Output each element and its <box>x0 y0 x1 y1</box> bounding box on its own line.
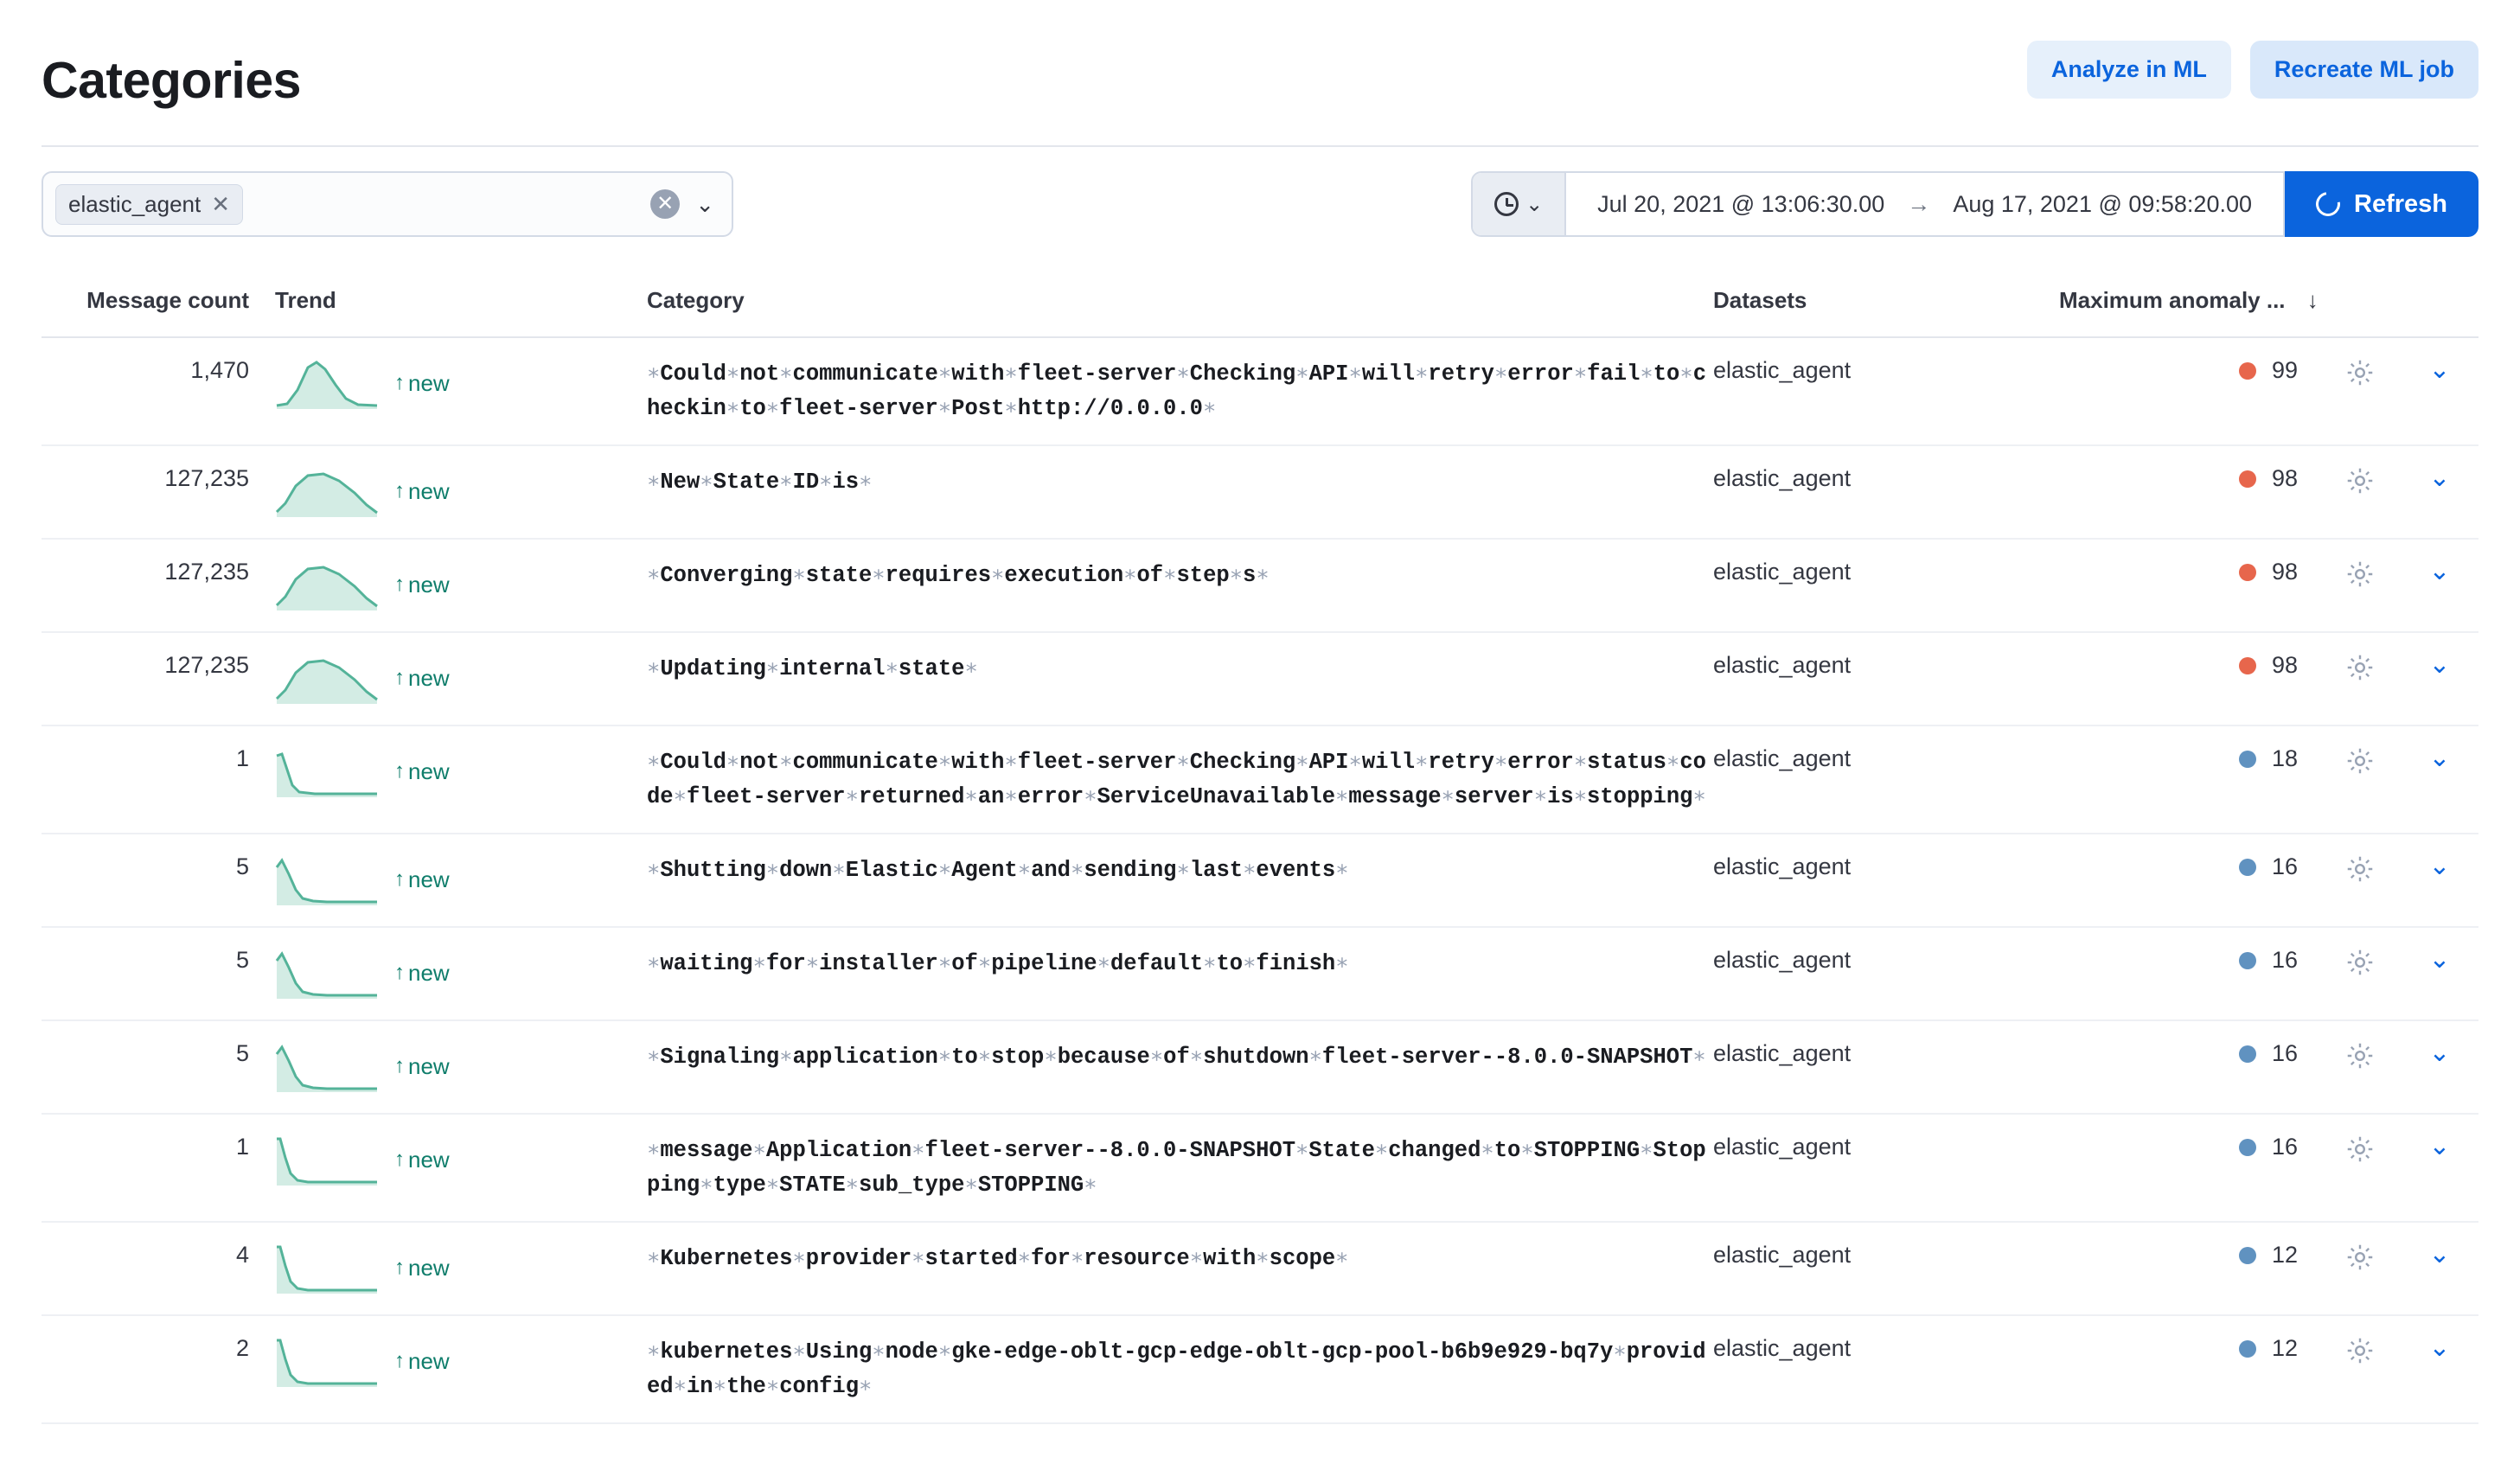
anomaly-score <box>2059 465 2319 492</box>
table-row[interactable] <box>42 337 2478 445</box>
cell-expand <box>2401 927 2478 1020</box>
gear-icon[interactable] <box>2344 357 2376 388</box>
table-row[interactable] <box>42 1114 2478 1222</box>
trend-badge <box>394 960 450 987</box>
column-header-message-count[interactable]: Message count <box>42 287 275 337</box>
sparkline-chart <box>275 1333 379 1389</box>
trend-badge-label: new <box>408 1254 450 1281</box>
cell-category <box>647 632 1713 725</box>
filter-pill-elastic-agent[interactable] <box>55 184 243 225</box>
cell-category <box>647 834 1713 927</box>
sparkline-chart <box>275 650 379 706</box>
cell-category <box>647 1222 1713 1315</box>
anomaly-value: 18 <box>2272 745 2299 772</box>
cell-category <box>647 1315 1713 1423</box>
gear-icon[interactable] <box>2344 853 2376 885</box>
cell-message-count: 5 <box>42 834 275 927</box>
trend-badge <box>394 1147 450 1173</box>
page-title: Categories <box>42 51 301 109</box>
cell-trend <box>275 1222 647 1315</box>
cell-actions <box>2319 632 2401 725</box>
cell-expand <box>2401 1315 2478 1423</box>
sort-descending-icon: ↓ <box>2306 287 2319 313</box>
chevron-down-icon[interactable]: ⌄ <box>2428 744 2451 773</box>
table-row[interactable] <box>42 1020 2478 1114</box>
chevron-down-icon[interactable]: ⌄ <box>2428 463 2451 493</box>
anomaly-score <box>2059 357 2319 384</box>
arrow-up-icon: ↑ <box>394 759 405 783</box>
anomaly-value: 16 <box>2272 947 2299 974</box>
cell-message-count: 5 <box>42 1020 275 1114</box>
cell-max-anomaly <box>2059 1020 2319 1114</box>
table-row[interactable] <box>42 834 2478 927</box>
cell-expand <box>2401 1114 2478 1222</box>
arrow-up-icon: ↑ <box>394 572 405 597</box>
trend-badge <box>394 758 450 785</box>
cell-dataset: elastic_agent <box>1713 834 2059 927</box>
category-text: ∗waiting∗for∗installer∗of∗pipeline∗default∗to∗finish∗ <box>647 951 1349 977</box>
cell-dataset: elastic_agent <box>1713 445 2059 539</box>
chevron-down-icon: ⌄ <box>1525 192 1544 216</box>
cell-max-anomaly <box>2059 1315 2319 1423</box>
status-badge <box>2239 1139 2256 1156</box>
status-badge <box>2239 1045 2256 1063</box>
cell-expand <box>2401 632 2478 725</box>
cell-message-count: 1 <box>42 1114 275 1222</box>
cell-max-anomaly <box>2059 725 2319 834</box>
trend-badge <box>394 478 450 505</box>
date-range-end[interactable]: Aug 17, 2021 @ 09:58:20.00 <box>1953 190 2252 217</box>
cell-trend <box>275 337 647 445</box>
sparkline-chart <box>275 1039 379 1094</box>
sparkline-chart <box>275 945 379 1000</box>
category-text: ∗Updating∗internal∗state∗ <box>647 656 978 682</box>
trend-cell <box>275 355 647 411</box>
sparkline-chart <box>275 557 379 612</box>
trend-badge-label: new <box>408 1052 450 1079</box>
arrow-up-icon: ↑ <box>394 479 405 503</box>
cell-max-anomaly <box>2059 539 2319 632</box>
trend-cell <box>275 650 647 706</box>
chevron-down-icon[interactable]: ⌄ <box>2428 852 2451 881</box>
table-row[interactable] <box>42 1315 2478 1423</box>
cell-message-count: 127,235 <box>42 632 275 725</box>
trend-badge <box>394 665 450 692</box>
anomaly-score <box>2059 559 2319 585</box>
trend-badge-label: new <box>408 866 450 892</box>
trend-cell <box>275 1333 647 1389</box>
trend-cell <box>275 463 647 519</box>
refresh-button[interactable] <box>2285 171 2478 237</box>
anomaly-score <box>2059 745 2319 772</box>
cell-message-count: 1,470 <box>42 337 275 445</box>
gear-icon[interactable] <box>2344 947 2376 978</box>
anomaly-score <box>2059 853 2319 880</box>
anomaly-score <box>2059 947 2319 974</box>
chevron-down-icon[interactable]: ⌄ <box>2428 1132 2451 1161</box>
status-badge <box>2239 564 2256 581</box>
anomaly-score <box>2059 1040 2319 1067</box>
trend-badge-label: new <box>408 664 450 691</box>
cell-message-count: 2 <box>42 1315 275 1423</box>
cell-max-anomaly <box>2059 337 2319 445</box>
dataset-filter-combobox[interactable] <box>42 171 733 237</box>
date-range-box <box>1471 171 2285 237</box>
cell-category <box>647 539 1713 632</box>
cell-trend <box>275 539 647 632</box>
gear-icon[interactable] <box>2344 652 2376 683</box>
cell-category <box>647 1020 1713 1114</box>
trend-cell <box>275 945 647 1000</box>
clear-icon[interactable]: ✕ <box>650 189 680 219</box>
cell-expand <box>2401 834 2478 927</box>
status-badge <box>2239 657 2256 674</box>
gear-icon[interactable] <box>2344 745 2376 777</box>
arrow-up-icon: ↑ <box>394 371 405 394</box>
cell-expand <box>2401 1222 2478 1315</box>
sparkline-chart <box>275 355 379 411</box>
column-header-actions <box>2319 287 2401 337</box>
cell-category <box>647 445 1713 539</box>
cell-trend <box>275 632 647 725</box>
gear-icon[interactable] <box>2344 1040 2376 1071</box>
trend-cell <box>275 744 647 799</box>
cell-dataset: elastic_agent <box>1713 725 2059 834</box>
cell-trend <box>275 927 647 1020</box>
anomaly-score <box>2059 1242 2319 1269</box>
gear-icon[interactable] <box>2344 1134 2376 1165</box>
arrow-up-icon: ↑ <box>394 961 405 985</box>
cell-message-count: 127,235 <box>42 539 275 632</box>
anomaly-value: 98 <box>2272 652 2299 679</box>
categories-table-container <box>0 287 2520 1424</box>
analyze-in-ml-button[interactable]: Analyze in ML <box>2027 41 2231 99</box>
cell-dataset: elastic_agent <box>1713 337 2059 445</box>
anomaly-value: 16 <box>2272 1134 2299 1160</box>
cell-category <box>647 927 1713 1020</box>
sparkline-chart <box>275 1240 379 1295</box>
cell-max-anomaly <box>2059 1114 2319 1222</box>
cell-actions <box>2319 1114 2401 1222</box>
cell-trend <box>275 445 647 539</box>
trend-badge <box>394 1053 450 1080</box>
chevron-down-icon[interactable]: ⌄ <box>2428 557 2451 586</box>
trend-badge <box>394 1255 450 1281</box>
column-header-datasets[interactable]: Datasets <box>1713 287 2059 337</box>
trend-badge-label: new <box>408 757 450 784</box>
category-text: ∗Could∗not∗communicate∗with∗fleet-server∗Checking∗API∗will∗retry∗error∗status∗code∗fleet-server∗returned∗an∗error∗ServiceUnavailable∗message∗server∗is∗stopping∗ <box>647 750 1706 809</box>
table-row[interactable] <box>42 539 2478 632</box>
cell-max-anomaly <box>2059 927 2319 1020</box>
sparkline-chart <box>275 1132 379 1187</box>
cell-actions <box>2319 337 2401 445</box>
cell-message-count: 1 <box>42 725 275 834</box>
status-badge <box>2239 751 2256 768</box>
table-row[interactable] <box>42 632 2478 725</box>
date-range-start[interactable]: Jul 20, 2021 @ 13:06:30.00 <box>1597 190 1885 217</box>
cell-dataset: elastic_agent <box>1713 632 2059 725</box>
anomaly-value: 98 <box>2272 559 2299 585</box>
chevron-down-icon[interactable]: ⌄ <box>2428 1039 2451 1068</box>
column-header-category[interactable]: Category <box>647 287 1713 337</box>
cell-actions <box>2319 834 2401 927</box>
category-text: ∗message∗Application∗fleet-server--8.0.0-SNAPSHOT∗State∗changed∗to∗STOPPING∗Stopping∗type∗STATE∗sub_type∗STOPPING∗ <box>647 1138 1706 1198</box>
cell-max-anomaly <box>2059 1222 2319 1315</box>
anomaly-value: 16 <box>2272 1040 2299 1067</box>
chevron-down-icon[interactable]: ⌄ <box>2428 1240 2451 1269</box>
arrow-up-icon: ↑ <box>394 1349 405 1373</box>
cell-category <box>647 337 1713 445</box>
chevron-down-icon[interactable]: ⌄ <box>2428 650 2451 680</box>
cell-expand <box>2401 539 2478 632</box>
date-range-display[interactable] <box>1566 191 2283 218</box>
trend-cell <box>275 852 647 907</box>
cell-max-anomaly <box>2059 445 2319 539</box>
cell-actions <box>2319 1222 2401 1315</box>
cell-trend <box>275 1114 647 1222</box>
cell-dataset: elastic_agent <box>1713 1315 2059 1423</box>
sparkline-chart <box>275 463 379 519</box>
gear-icon[interactable] <box>2344 1242 2376 1273</box>
combobox-controls <box>650 189 720 219</box>
anomaly-value: 16 <box>2272 853 2299 880</box>
arrow-up-icon: ↑ <box>394 1147 405 1172</box>
gear-icon[interactable] <box>2344 465 2376 496</box>
chevron-down-icon[interactable]: ⌄ <box>695 190 714 217</box>
cell-actions <box>2319 927 2401 1020</box>
chevron-down-icon[interactable]: ⌄ <box>2428 1333 2451 1363</box>
cell-dataset: elastic_agent <box>1713 1222 2059 1315</box>
gear-icon[interactable] <box>2344 1335 2376 1366</box>
status-badge <box>2239 1340 2256 1358</box>
cell-message-count: 127,235 <box>42 445 275 539</box>
query-bar <box>0 171 2520 237</box>
table-row[interactable] <box>42 1222 2478 1315</box>
cell-actions <box>2319 1315 2401 1423</box>
category-text: ∗Kubernetes∗provider∗started∗for∗resource∗with∗scope∗ <box>647 1246 1349 1272</box>
cell-expand <box>2401 337 2478 445</box>
sparkline-chart <box>275 852 379 907</box>
filter-pill-label: elastic_agent <box>68 190 201 217</box>
cell-trend <box>275 1020 647 1114</box>
recreate-ml-job-button[interactable]: Recreate ML job <box>2250 41 2478 99</box>
cell-dataset: elastic_agent <box>1713 1020 2059 1114</box>
cell-category <box>647 1114 1713 1222</box>
cell-trend <box>275 725 647 834</box>
arrow-up-icon: ↑ <box>394 666 405 690</box>
quick-select-button[interactable] <box>1473 173 1566 235</box>
arrow-right-icon: → <box>1907 190 1931 217</box>
trend-cell <box>275 1132 647 1187</box>
cell-expand <box>2401 1020 2478 1114</box>
column-header-max-anomaly[interactable] <box>2059 287 2319 337</box>
category-text: ∗Shutting∗down∗Elastic∗Agent∗and∗sending∗last∗events∗ <box>647 858 1349 884</box>
cell-trend <box>275 834 647 927</box>
refresh-label: Refresh <box>2354 189 2447 218</box>
cell-actions <box>2319 725 2401 834</box>
trend-cell <box>275 557 647 612</box>
status-badge <box>2239 362 2256 380</box>
table-header <box>42 287 2478 337</box>
table-row[interactable] <box>42 445 2478 539</box>
trend-badge <box>394 572 450 598</box>
cell-message-count: 4 <box>42 1222 275 1315</box>
table-row[interactable] <box>42 927 2478 1020</box>
arrow-up-icon: ↑ <box>394 1256 405 1280</box>
cell-dataset: elastic_agent <box>1713 539 2059 632</box>
trend-badge-label: new <box>408 1146 450 1173</box>
table-body <box>42 337 2478 1423</box>
cell-expand <box>2401 445 2478 539</box>
anomaly-score <box>2059 652 2319 679</box>
trend-badge-label: new <box>408 1347 450 1374</box>
chevron-down-icon[interactable]: ⌄ <box>2428 355 2451 384</box>
category-text: ∗Signaling∗application∗to∗stop∗because∗of∗shutdown∗fleet-server--8.0.0-SNAPSHOT∗ <box>647 1045 1706 1071</box>
status-badge <box>2239 470 2256 488</box>
column-header-max-anomaly-label: Maximum anomaly ... <box>2059 287 2286 313</box>
table-header-row <box>42 287 2478 337</box>
anomaly-value: 99 <box>2272 357 2299 383</box>
status-badge <box>2239 952 2256 969</box>
cell-message-count: 5 <box>42 927 275 1020</box>
arrow-up-icon: ↑ <box>394 1054 405 1078</box>
trend-badge-label: new <box>408 369 450 396</box>
cell-actions <box>2319 539 2401 632</box>
trend-badge-label: new <box>408 571 450 598</box>
trend-badge-label: new <box>408 959 450 986</box>
anomaly-score <box>2059 1134 2319 1160</box>
cell-max-anomaly <box>2059 834 2319 927</box>
category-text: ∗New∗State∗ID∗is∗ <box>647 470 873 495</box>
anomaly-value: 12 <box>2272 1242 2299 1269</box>
anomaly-value: 12 <box>2272 1335 2299 1362</box>
close-icon[interactable]: ✕ <box>211 191 231 217</box>
status-badge <box>2239 1247 2256 1264</box>
status-badge <box>2239 859 2256 876</box>
cell-expand <box>2401 725 2478 834</box>
date-range-control <box>1471 171 2478 237</box>
cell-max-anomaly <box>2059 632 2319 725</box>
trend-badge <box>394 1348 450 1375</box>
trend-badge <box>394 370 450 397</box>
gear-icon[interactable] <box>2344 559 2376 590</box>
cell-category <box>647 725 1713 834</box>
table-row[interactable] <box>42 725 2478 834</box>
trend-badge-label: new <box>408 477 450 504</box>
trend-cell <box>275 1240 647 1295</box>
categories-table <box>42 287 2478 1424</box>
cell-dataset: elastic_agent <box>1713 1114 2059 1222</box>
anomaly-score <box>2059 1335 2319 1362</box>
clock-icon <box>1494 192 1519 216</box>
anomaly-value: 98 <box>2272 465 2299 492</box>
header-actions <box>2027 41 2478 121</box>
column-header-expand <box>2401 287 2478 337</box>
sparkline-chart <box>275 744 379 799</box>
category-text: ∗Could∗not∗communicate∗with∗fleet-server∗Checking∗API∗will∗retry∗error∗fail∗to∗checkin∗to∗fleet-server∗Post∗http://0.0.0.0∗ <box>647 361 1707 421</box>
page-header <box>0 0 2520 130</box>
chevron-down-icon[interactable]: ⌄ <box>2428 945 2451 975</box>
cell-trend <box>275 1315 647 1423</box>
arrow-up-icon: ↑ <box>394 867 405 892</box>
cell-dataset: elastic_agent <box>1713 927 2059 1020</box>
cell-actions <box>2319 445 2401 539</box>
column-header-trend[interactable]: Trend <box>275 287 647 337</box>
header-divider <box>42 145 2478 147</box>
trend-badge <box>394 866 450 893</box>
trend-cell <box>275 1039 647 1094</box>
category-text: ∗Converging∗state∗requires∗execution∗of∗step∗s∗ <box>647 563 1270 589</box>
cell-actions <box>2319 1020 2401 1114</box>
category-text: ∗kubernetes∗Using∗node∗gke-edge-oblt-gcp-edge-oblt-gcp-pool-b6b9e929-bq7y∗provided∗in∗the∗config∗ <box>647 1339 1706 1399</box>
refresh-icon <box>2312 188 2345 221</box>
